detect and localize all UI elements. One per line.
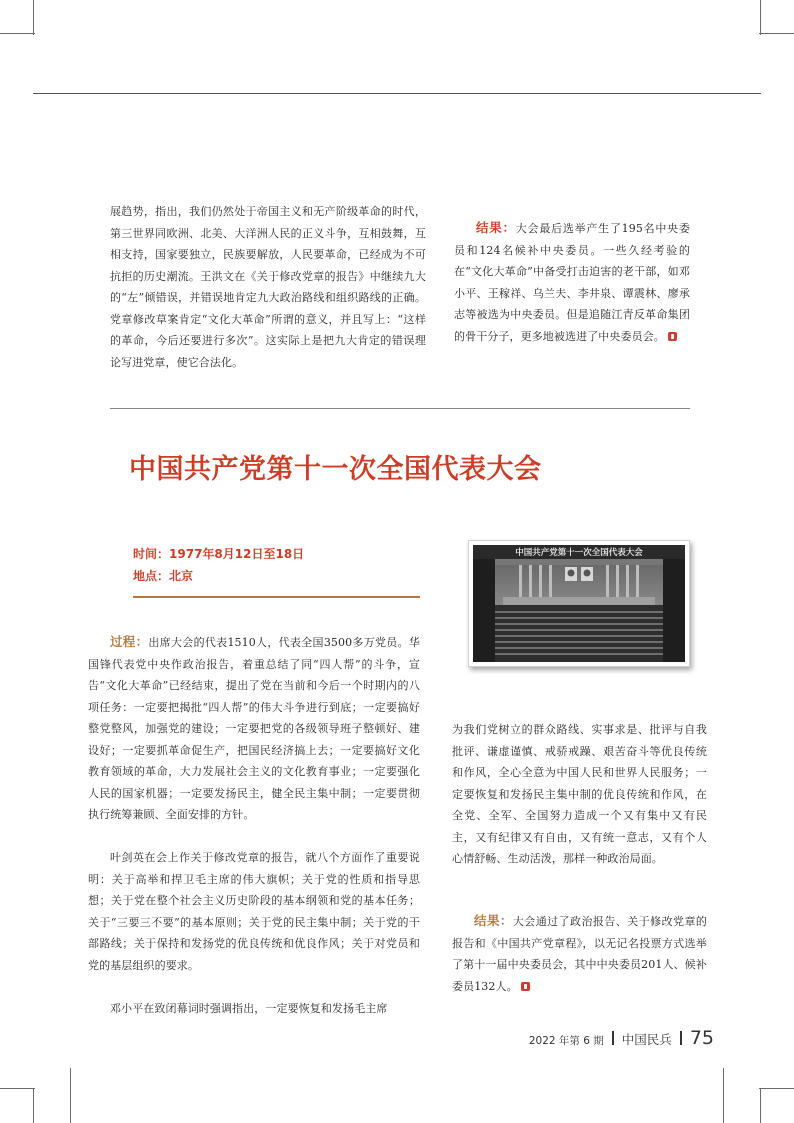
time-value: 1977年8月12日至18日 xyxy=(169,547,305,561)
process-text-1: 出席大会的代表1510人，代表全国3500多万党员。华国锋代表党中央作政治报告，着重总结了同“四人帮”的斗争，宣告“文化大革命”已经结束，提出了党在当前和今后一个时期内的八项任务：一定要把揭批“四人帮”的伟大斗争进行到底；一定要搞好整党整风，加强党的建设；一定要把党的各级领导班子整顿好、建设好；一定要抓革命促生产，把国民经济搞上去；一定要搞好文化教育领域的革命，大力发展社会主义的文化教育事业；一定要强化人民的国家机器；一定要发扬民主，健全民主集中制；一定要贯彻执行统筹兼顾、全面安排的方针。 xyxy=(88,636,420,821)
process-paragraph-1 xyxy=(88,631,420,826)
crop-mark xyxy=(33,1088,34,1123)
crop-mark xyxy=(760,1088,761,1123)
footer-divider xyxy=(680,1031,682,1045)
crop-mark xyxy=(760,0,761,35)
prev-section-left-text: 展趋势，指出，我们仍然处于帝国主义和无产阶级革命的时代，第三世界同欧洲、北美、大洋洲人民的正义斗争，互相鼓舞，互相支持，国家要独立，民族要解放，人民要革命，已经成为不可抗拒的历史潮流。王洪文在《关于修改党章的报告》中继续九大的“左”倾错误，并错误地肯定九大政治路线和组织路线的正确。党章修改草案肯定“文化大革命”所谓的意义，并且写上：“这样的革命，今后还要进行多次”。这实际上是把九大肯定的错误理论写进党章，使它合法化。 xyxy=(110,205,426,369)
prev-section-result xyxy=(454,217,690,347)
seal-end-mark-icon xyxy=(521,982,530,991)
meeting-time xyxy=(133,545,304,562)
footer-divider xyxy=(612,1031,614,1045)
crop-mark xyxy=(70,1068,71,1123)
process-continuation: 为我们党树立的群众路线、实事求是、批评与自我批评、谦虚谨慎、戒骄戒躁、艰苦奋斗等优良传统和作风，全心全意为中国人民和世界人民服务；一定要恢复和发扬民主集中制的优良传统和作风，在全党、全军、全国努力造成一个又有集中又有民主，又有纪律又有自由，又有统一意志，又有个人心情舒畅、生动活泼，那样一种政治局面。 xyxy=(452,723,707,865)
section-divider xyxy=(110,408,690,409)
photo-banner-text: 中国共产党第十一次全国代表大会 xyxy=(515,548,643,558)
congress-photo xyxy=(468,540,690,667)
process-paragraph-2: 叶剑英在会上作关于修改党章的报告，就八个方面作了重要说明：关于高举和捍卫毛主席的伟大旗帜；关于党的性质和指导思想；关于党在整个社会主义历史阶段的基本纲领和党的基本任务；关于“三要三不要”的基本原则；关于党的民主集中制；关于党的干部路线；关于保持和发扬党的优良传统和优良作风；关于对党员和党的基层组织的要求。 xyxy=(88,851,420,972)
magazine-name: 中国民兵 xyxy=(621,1032,672,1047)
crop-mark xyxy=(0,33,35,34)
crop-mark xyxy=(0,1088,35,1089)
section-result xyxy=(452,910,707,997)
crop-mark xyxy=(759,1088,794,1089)
place-value: 北京 xyxy=(169,569,194,583)
process-label: 过程： xyxy=(110,634,149,649)
header-rule xyxy=(33,93,761,94)
meta-rule xyxy=(133,596,420,598)
page-footer xyxy=(529,1027,714,1049)
meeting-place xyxy=(133,567,193,584)
page-number: 75 xyxy=(689,1027,714,1049)
result-label: 结果： xyxy=(474,913,513,928)
result-text: 大会通过了政治报告、关于修改党章的报告和《中国共产党章程》，以无记名投票方式选举了第十一届中央委员会，其中中央委员201人、候补委员132人。 xyxy=(452,915,707,993)
process-paragraph-3: 邓小平在致闭幕词时强调指出，一定要恢复和发扬毛主席 xyxy=(110,1002,388,1015)
section-title: 中国共产党第十一次全国代表大会 xyxy=(129,454,542,485)
place-label: 地点： xyxy=(133,569,170,583)
congress-hall-image xyxy=(473,545,685,662)
issue-label: 2022 年第 6 期 xyxy=(528,1035,604,1047)
crop-mark xyxy=(723,1068,724,1123)
crop-mark xyxy=(33,0,34,35)
result-label: 结果： xyxy=(476,220,516,235)
crop-mark xyxy=(759,33,794,34)
time-label: 时间： xyxy=(133,547,170,561)
seal-end-mark-icon xyxy=(668,332,677,341)
result-text: 大会最后选举产生了195名中央委员和124名候补中央委员。一些久经考验的在“文化大革命”中备受打击迫害的老干部，如邓小平、王稼祥、乌兰夫、李井泉、谭震林、廖承志等被选为中央委员。但是追随江青反革命集团的骨干分子，更多地被选进了中央委员会。 xyxy=(454,222,690,343)
